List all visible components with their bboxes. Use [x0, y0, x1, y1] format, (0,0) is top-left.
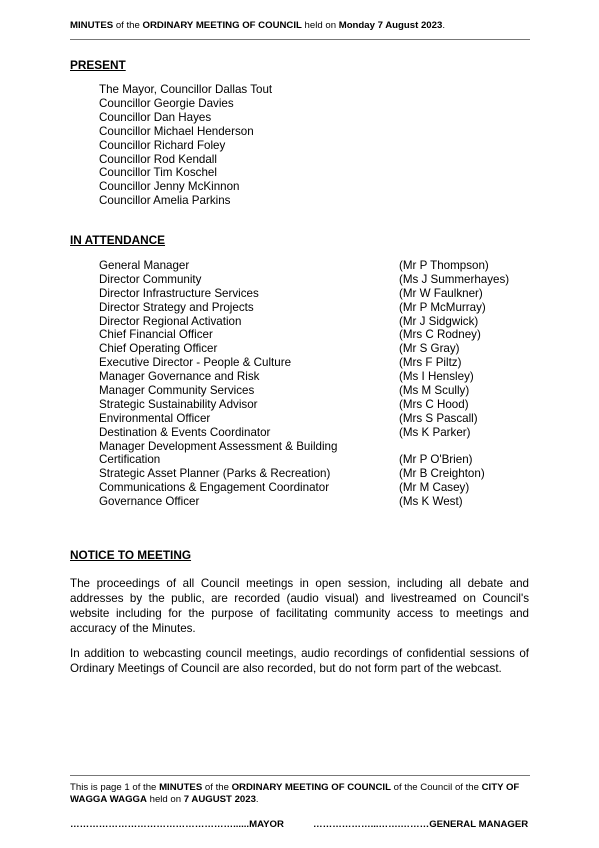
- attendance-role: Manager Governance and Risk: [99, 370, 260, 384]
- attendance-name: (Mr W Faulkner): [399, 286, 483, 300]
- footer-text: of the Council of the: [390, 782, 482, 793]
- present-list: [99, 83, 272, 208]
- attendance-role: [99, 440, 399, 468]
- notice-paragraph-2: In addition to webcasting council meetings, audio recordings of confidential sessions of Ordinary Meetings of Council are also recorded, but do not form part of the webcast.: [70, 647, 529, 675]
- attendance-row: [99, 384, 509, 398]
- present-member: Councillor Michael Henderson: [99, 124, 254, 138]
- footer-meeting: ORDINARY MEETING OF COUNCIL: [231, 782, 391, 793]
- general-manager-signature-line: ………………...…….………GENERAL MANAGER: [313, 819, 529, 830]
- present-member: Councillor Rod Kendall: [99, 152, 217, 166]
- footer-divider: [70, 775, 530, 776]
- attendance-role: Director Strategy and Projects: [99, 300, 254, 314]
- attendance-name: (Mrs F Piltz): [399, 356, 462, 370]
- present-member: Councillor Amelia Parkins: [99, 194, 231, 208]
- attendance-role: Director Infrastructure Services: [99, 286, 259, 300]
- header-date: Monday 7 August 2023: [338, 20, 443, 31]
- attendance-role: Director Community: [99, 272, 202, 286]
- attendance-role: Director Regional Activation: [99, 314, 242, 328]
- attendance-row: [99, 259, 509, 273]
- mayor-signature-line: ……………………………………………......MAYOR: [70, 819, 284, 830]
- header-text: held on: [301, 20, 339, 31]
- header-minutes: MINUTES: [70, 20, 114, 31]
- attendance-row: [99, 426, 509, 440]
- attendance-row: [99, 273, 509, 287]
- attendance-role: Environmental Officer: [99, 411, 211, 425]
- attendance-row: [99, 370, 509, 384]
- attendance-role: Governance Officer: [99, 495, 200, 509]
- present-heading: PRESENT: [70, 58, 126, 72]
- attendance-name: (Mrs C Rodney): [399, 328, 481, 342]
- attendance-row: [99, 467, 509, 481]
- header-text: of the: [113, 20, 143, 31]
- footer-minutes: MINUTES: [159, 782, 203, 793]
- attendance-name: (Ms J Summerhayes): [399, 272, 510, 286]
- attendance-name: (Mr P O'Brien): [399, 453, 473, 467]
- attendance-row: [99, 328, 509, 342]
- notice-paragraph-1: The proceedings of all Council meetings in open session, including all debate and addresses by the public, are recorded (audio visual) and livestreamed on Council's website including for the purpose of facilitating community access to meetings and accuracy of the Minutes.: [70, 577, 529, 635]
- attendance-name: (Mr J Sidgwick): [399, 314, 479, 328]
- footer-date: 7 AUGUST 2023: [183, 794, 256, 805]
- attendance-role: Chief Operating Officer: [99, 342, 218, 356]
- attendance-role: Communications & Engagement Coordinator: [99, 481, 330, 495]
- footer-text: .: [255, 794, 259, 805]
- attendance-name: (Mr B Creighton): [399, 467, 485, 481]
- attendance-role: Chief Financial Officer: [99, 328, 213, 342]
- attendance-row: [99, 342, 509, 356]
- attendance-list: [99, 259, 509, 509]
- attendance-name: (Mrs C Hood): [399, 397, 469, 411]
- header-divider: [70, 39, 530, 40]
- attendance-role: Manager Community Services: [99, 384, 255, 398]
- attendance-name: (Mr P McMurray): [399, 300, 486, 314]
- attendance-name: (Mr M Casey): [399, 481, 470, 495]
- attendance-role: Strategic Sustainability Advisor: [99, 397, 258, 411]
- attendance-name: (Ms K West): [399, 495, 463, 509]
- present-member: The Mayor, Councillor Dallas Tout: [99, 83, 273, 96]
- attendance-name: (Ms K Parker): [399, 425, 471, 439]
- attendance-role-line: Manager Development Assessment & Building: [99, 439, 338, 453]
- attendance-heading: IN ATTENDANCE: [70, 233, 166, 247]
- attendance-row: [99, 495, 509, 509]
- attendance-role: Destination & Events Coordinator: [99, 425, 271, 439]
- attendance-role: Strategic Asset Planner (Parks & Recreation): [99, 467, 331, 481]
- attendance-role-line: Certification: [99, 453, 161, 467]
- attendance-role: Executive Director - People & Culture: [99, 356, 292, 370]
- attendance-row: [99, 412, 509, 426]
- attendance-row: [99, 287, 509, 301]
- attendance-name: (Ms I Hensley): [399, 370, 474, 384]
- attendance-name: (Mr P Thompson): [399, 259, 489, 272]
- attendance-row: [99, 440, 509, 468]
- page-header: [70, 20, 528, 32]
- attendance-role: General Manager: [99, 259, 190, 272]
- present-member: Councillor Richard Foley: [99, 138, 226, 152]
- footer-council: CITY OF WAGGA WAGGA: [70, 782, 520, 805]
- attendance-row: [99, 398, 509, 412]
- footer-text: held on: [146, 794, 184, 805]
- page-footer: [70, 782, 530, 806]
- attendance-name: (Mr S Gray): [399, 342, 460, 356]
- notice-heading: NOTICE TO MEETING: [70, 548, 192, 562]
- attendance-row: [99, 301, 509, 315]
- present-member: Councillor Jenny McKinnon: [99, 180, 240, 194]
- header-meeting: ORDINARY MEETING OF COUNCIL: [142, 20, 302, 31]
- footer-text: This is page 1 of the: [70, 782, 160, 793]
- header-text: .: [442, 20, 445, 31]
- footer-text: of the: [202, 782, 232, 793]
- attendance-row: [99, 356, 509, 370]
- attendance-name: (Mrs S Pascall): [399, 411, 478, 425]
- present-member: Councillor Tim Koschel: [99, 166, 217, 180]
- attendance-row: [99, 315, 509, 329]
- present-member: Councillor Dan Hayes: [99, 110, 212, 124]
- present-member: Councillor Georgie Davies: [99, 96, 234, 110]
- attendance-row: [99, 481, 509, 495]
- attendance-name: (Ms M Scully): [399, 384, 470, 398]
